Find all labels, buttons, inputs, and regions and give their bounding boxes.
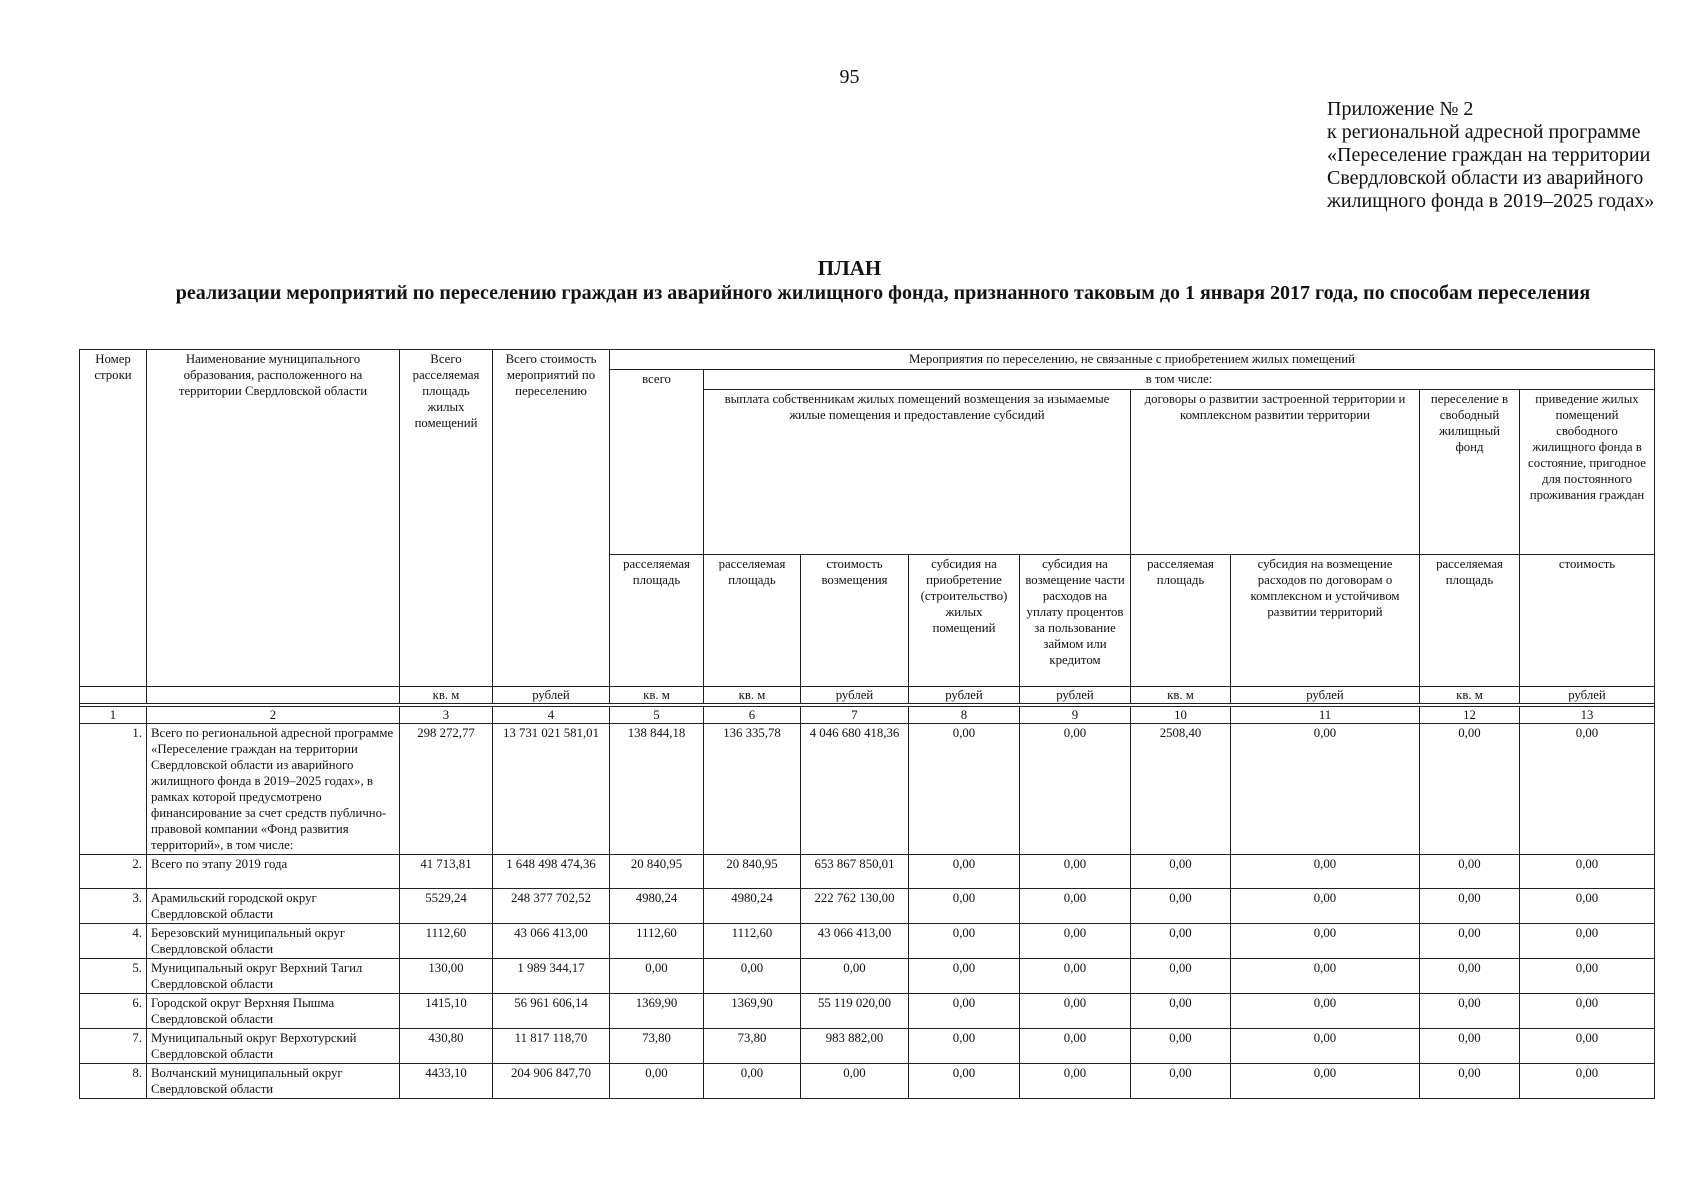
value-cell: 0,00: [1231, 959, 1420, 994]
document-subtitle: реализации мероприятий по переселению граждан из аварийного жилищного фонда, признанного таковым до 1 января 2017 года, по способам переселения: [175, 282, 1591, 304]
value-cell: 0,00: [1231, 724, 1420, 855]
value-cell: 0,00: [1020, 855, 1131, 889]
data-rows: [80, 724, 1655, 1099]
value-cell: 55 119 020,00: [801, 994, 909, 1029]
table-row: [80, 994, 1655, 1029]
value-cell: 20 840,95: [704, 855, 801, 889]
value-cell: 0,00: [1131, 855, 1231, 889]
row-number: 6.: [80, 994, 147, 1029]
value-cell: 0,00: [801, 959, 909, 994]
row-number: 3.: [80, 889, 147, 924]
unit-cell: рублей: [1020, 687, 1131, 704]
value-cell: 1369,90: [610, 994, 704, 1029]
value-cell: 73,80: [704, 1029, 801, 1064]
value-cell: 1 648 498 474,36: [493, 855, 610, 889]
unit-cell: рублей: [801, 687, 909, 704]
value-cell: 0,00: [1131, 924, 1231, 959]
value-cell: 0,00: [1020, 994, 1131, 1029]
header-contracts: договоры о развитии застроенной территории и комплексном развитии территории: [1131, 390, 1420, 555]
value-cell: 0,00: [1420, 924, 1520, 959]
row-number: 7.: [80, 1029, 147, 1064]
value-cell: 0,00: [909, 724, 1020, 855]
value-cell: 0,00: [1231, 1064, 1420, 1099]
unit-cell: [147, 687, 400, 704]
header-area: расселяемая площадь: [610, 555, 704, 687]
value-cell: 1369,90: [704, 994, 801, 1029]
value-cell: 4 046 680 418,36: [801, 724, 909, 855]
value-cell: 43 066 413,00: [493, 924, 610, 959]
value-cell: 0,00: [704, 1064, 801, 1099]
header-row-number: Номер строки: [80, 350, 147, 687]
value-cell: 56 961 606,14: [493, 994, 610, 1029]
value-cell: 1112,60: [400, 924, 493, 959]
unit-cell: рублей: [493, 687, 610, 704]
municipality-name: Муниципальный округ Верхотурский Свердловской области: [147, 1029, 400, 1064]
value-cell: 0,00: [909, 994, 1020, 1029]
header-municipality: Наименование муниципального образования, расположенного на территории Свердловской области: [147, 350, 400, 687]
appendix-line: жилищного фонда в 2019–2025 годах»: [1327, 190, 1655, 212]
value-cell: 1112,60: [610, 924, 704, 959]
value-cell: 0,00: [1420, 994, 1520, 1029]
value-cell: 0,00: [1231, 1029, 1420, 1064]
value-cell: 0,00: [610, 1064, 704, 1099]
unit-cell: кв. м: [704, 687, 801, 704]
value-cell: 0,00: [1131, 1029, 1231, 1064]
value-cell: 0,00: [1020, 1064, 1131, 1099]
column-number: 11: [1231, 707, 1420, 724]
header-subsidy-interest: субсидия на возмещение части расходов на уплату процентов за пользование займом или кредитом: [1020, 555, 1131, 687]
value-cell: 130,00: [400, 959, 493, 994]
value-cell: 73,80: [610, 1029, 704, 1064]
value-cell: 222 762 130,00: [801, 889, 909, 924]
header-comp-cost: стоимость возмещения: [801, 555, 909, 687]
header-total-cost: Всего стоимость мероприятий по переселению: [493, 350, 610, 687]
appendix-line: к региональной адресной программе: [1327, 121, 1641, 143]
value-cell: 1415,10: [400, 994, 493, 1029]
document-title: ПЛАН: [817, 256, 882, 280]
table-row: [80, 959, 1655, 994]
header-area: расселяемая площадь: [1131, 555, 1231, 687]
column-number: 3: [400, 707, 493, 724]
value-cell: 248 377 702,52: [493, 889, 610, 924]
value-cell: 4980,24: [610, 889, 704, 924]
municipality-name: Всего по этапу 2019 года: [147, 855, 400, 889]
column-number-row: [80, 707, 1655, 724]
value-cell: 43 066 413,00: [801, 924, 909, 959]
column-number: 12: [1420, 707, 1520, 724]
header-payment: выплата собственникам жилых помещений возмещения за изымаемые жилые помещения и предоставление субсидий: [704, 390, 1131, 555]
column-number: 9: [1020, 707, 1131, 724]
header-vsego: всего: [610, 370, 704, 555]
value-cell: 20 840,95: [610, 855, 704, 889]
unit-cell: кв. м: [610, 687, 704, 704]
table-row: [80, 924, 1655, 959]
header-subsidy-purchase: субсидия на приобретение (строительство) жилых помещений: [909, 555, 1020, 687]
table-row: [80, 1064, 1655, 1099]
header-cost: стоимость: [1520, 555, 1655, 687]
page-number: 95: [839, 66, 860, 88]
value-cell: 0,00: [909, 924, 1020, 959]
header-area: расселяемая площадь: [1420, 555, 1520, 687]
value-cell: 0,00: [1520, 924, 1655, 959]
unit-cell: рублей: [909, 687, 1020, 704]
value-cell: 0,00: [1520, 994, 1655, 1029]
value-cell: 0,00: [610, 959, 704, 994]
value-cell: 0,00: [909, 855, 1020, 889]
value-cell: 0,00: [1420, 889, 1520, 924]
row-number: 5.: [80, 959, 147, 994]
value-cell: 13 731 021 581,01: [493, 724, 610, 855]
column-number: 5: [610, 707, 704, 724]
value-cell: 204 906 847,70: [493, 1064, 610, 1099]
value-cell: 1112,60: [704, 924, 801, 959]
row-number: 4.: [80, 924, 147, 959]
header-area: расселяемая площадь: [704, 555, 801, 687]
unit-cell: кв. м: [1420, 687, 1520, 704]
value-cell: 5529,24: [400, 889, 493, 924]
value-cell: 0,00: [1520, 855, 1655, 889]
header-group-title: Мероприятия по переселению, не связанные с приобретением жилых помещений: [610, 350, 1655, 370]
value-cell: 4433,10: [400, 1064, 493, 1099]
table-row: [80, 855, 1655, 889]
row-number: 1.: [80, 724, 147, 855]
header-in-that-number: в том числе:: [704, 370, 1655, 390]
value-cell: 0,00: [1520, 959, 1655, 994]
value-cell: 298 272,77: [400, 724, 493, 855]
unit-cell: рублей: [1520, 687, 1655, 704]
value-cell: 0,00: [1131, 994, 1231, 1029]
row-number: 2.: [80, 855, 147, 889]
value-cell: 0,00: [1131, 959, 1231, 994]
header-bringing: приведение жилых помещений свободного жилищного фонда в состояние, пригодное для постоянного проживания граждан: [1520, 390, 1655, 555]
value-cell: 0,00: [1131, 889, 1231, 924]
value-cell: 0,00: [909, 889, 1020, 924]
column-number: 1: [80, 707, 147, 724]
column-number: 6: [704, 707, 801, 724]
municipality-name: Березовский муниципальный округ Свердловской области: [147, 924, 400, 959]
table-row: [80, 1029, 1655, 1064]
value-cell: 1 989 344,17: [493, 959, 610, 994]
appendix-line: Приложение № 2: [1327, 98, 1474, 120]
value-cell: 0,00: [1520, 889, 1655, 924]
value-cell: 653 867 850,01: [801, 855, 909, 889]
value-cell: 0,00: [1420, 1029, 1520, 1064]
appendix-line: «Переселение граждан на территории: [1327, 144, 1651, 166]
column-number: 10: [1131, 707, 1231, 724]
header-free-fund: переселение в свободный жилищный фонд: [1420, 390, 1520, 555]
value-cell: 0,00: [1520, 1064, 1655, 1099]
column-number: 2: [147, 707, 400, 724]
value-cell: 0,00: [1231, 924, 1420, 959]
value-cell: 0,00: [1131, 1064, 1231, 1099]
column-number: 8: [909, 707, 1020, 724]
unit-cell: кв. м: [1131, 687, 1231, 704]
value-cell: 430,80: [400, 1029, 493, 1064]
value-cell: 2508,40: [1131, 724, 1231, 855]
table-row: [80, 889, 1655, 924]
value-cell: 138 844,18: [610, 724, 704, 855]
appendix-note: [1327, 98, 1654, 213]
column-number: 4: [493, 707, 610, 724]
appendix-line: Свердловской области из аварийного: [1327, 167, 1644, 189]
value-cell: 0,00: [1420, 959, 1520, 994]
unit-cell: рублей: [1231, 687, 1420, 704]
value-cell: 0,00: [909, 959, 1020, 994]
unit-cell: кв. м: [400, 687, 493, 704]
value-cell: 0,00: [909, 1029, 1020, 1064]
value-cell: 0,00: [1231, 855, 1420, 889]
value-cell: 0,00: [1520, 1029, 1655, 1064]
value-cell: 983 882,00: [801, 1029, 909, 1064]
municipality-name: Всего по региональной адресной программе «Переселение граждан на территории Свердловской области из аварийного жилищного фонда в 2019–2025 годах», в рамках которой предусмотрено финансирование за счет средств публично-правовой компании «Фонд развития территорий», в том числе:: [147, 724, 400, 855]
row-number: 8.: [80, 1064, 147, 1099]
column-number: 7: [801, 707, 909, 724]
value-cell: 0,00: [1420, 1064, 1520, 1099]
value-cell: 0,00: [1420, 855, 1520, 889]
value-cell: 0,00: [704, 959, 801, 994]
municipality-name: Городской округ Верхняя Пышма Свердловской области: [147, 994, 400, 1029]
value-cell: 0,00: [1520, 724, 1655, 855]
value-cell: 136 335,78: [704, 724, 801, 855]
value-cell: 0,00: [1020, 889, 1131, 924]
value-cell: 11 817 118,70: [493, 1029, 610, 1064]
municipality-name: Волчанский муниципальный округ Свердловской области: [147, 1064, 400, 1099]
municipality-name: Арамильский городской округ Свердловской области: [147, 889, 400, 924]
column-number: 13: [1520, 707, 1655, 724]
header-total-area: Всего расселяемая площадь жилых помещений: [400, 350, 493, 687]
value-cell: 0,00: [1020, 1029, 1131, 1064]
municipality-name: Муниципальный округ Верхний Тагил Свердловской области: [147, 959, 400, 994]
value-cell: 0,00: [909, 1064, 1020, 1099]
unit-cell: [80, 687, 147, 704]
value-cell: 4980,24: [704, 889, 801, 924]
value-cell: 0,00: [801, 1064, 909, 1099]
plan-table: [79, 349, 1655, 1099]
value-cell: 0,00: [1420, 724, 1520, 855]
value-cell: 0,00: [1231, 889, 1420, 924]
value-cell: 0,00: [1020, 724, 1131, 855]
table-row: [80, 724, 1655, 855]
header-subsidy-contracts: субсидия на возмещение расходов по договорам о комплексном и устойчивом развитии территорий: [1231, 555, 1420, 687]
value-cell: 0,00: [1020, 924, 1131, 959]
value-cell: 41 713,81: [400, 855, 493, 889]
value-cell: 0,00: [1231, 994, 1420, 1029]
value-cell: 0,00: [1020, 959, 1131, 994]
